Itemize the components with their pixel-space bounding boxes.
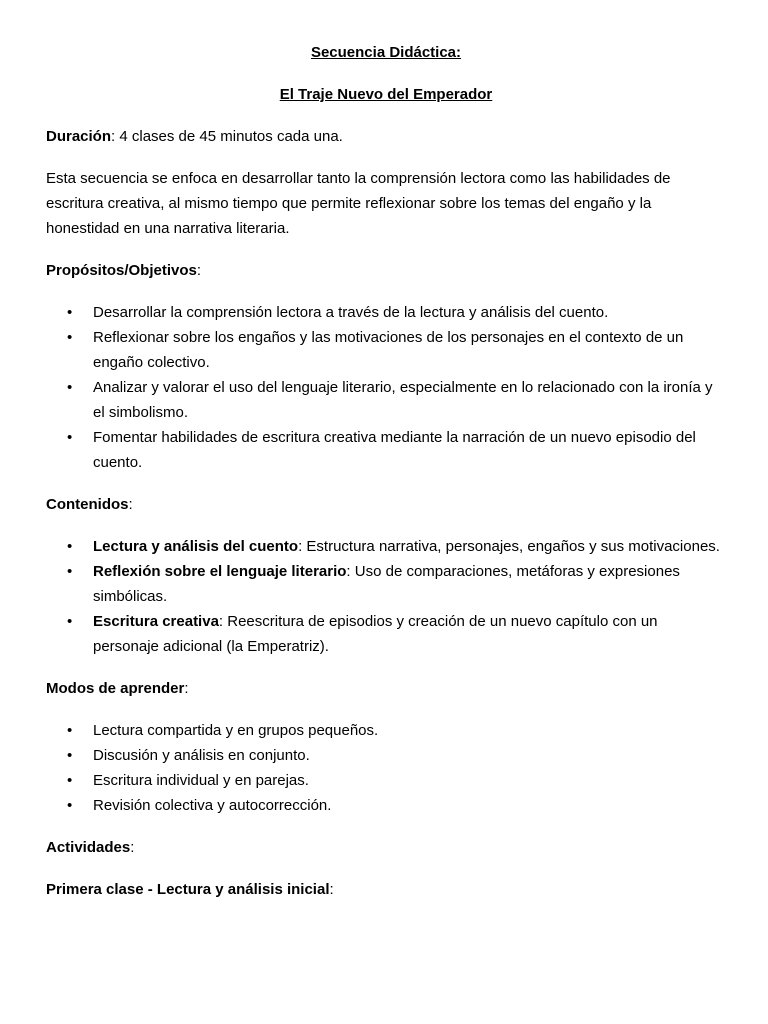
list-item-text: : Estructura narrativa, personajes, engaños y sus motivaciones. bbox=[298, 538, 720, 555]
list-item: • Escritura individual y en parejas. bbox=[46, 768, 726, 793]
list-item: • Desarrollar la comprensión lectora a través de la lectura y análisis del cuento. bbox=[46, 300, 726, 325]
list-item bbox=[46, 609, 726, 659]
document-title: Secuencia Didáctica: bbox=[310, 44, 462, 61]
propositos-colon: : bbox=[196, 262, 202, 279]
list-item bbox=[46, 534, 726, 559]
list-item-bold: Escritura creativa bbox=[93, 613, 219, 630]
duracion-text: : 4 clases de 45 minutos cada una. bbox=[111, 128, 343, 145]
list-item-text: : Uso de comparaciones, metáforas y expresiones simbólicas. bbox=[93, 563, 680, 605]
primera-clase-heading bbox=[46, 877, 726, 902]
duracion-label: Duración bbox=[46, 128, 112, 145]
actividades-heading bbox=[46, 835, 726, 860]
primera-clase-colon: : bbox=[329, 881, 334, 898]
list-item-bold: Lectura y análisis del cuento bbox=[93, 538, 299, 555]
list-item: • Discusión y análisis en conjunto. bbox=[46, 743, 726, 768]
list-item: • Fomentar habilidades de escritura creativa mediante la narración de un nuevo episodio del cuento. bbox=[46, 425, 726, 475]
list-item: • Lectura compartida y en grupos pequeños. bbox=[46, 718, 726, 743]
actividades-label: Actividades bbox=[46, 839, 131, 856]
document-content bbox=[46, 40, 726, 902]
modos-label: Modos de aprender bbox=[46, 680, 185, 697]
modos-list bbox=[46, 718, 726, 818]
list-item: • Reflexionar sobre los engaños y las motivaciones de los personajes en el contexto de un engaño colectivo. bbox=[46, 325, 726, 375]
propositos-label: Propósitos/Objetivos bbox=[46, 262, 197, 279]
propositos-heading bbox=[46, 258, 726, 283]
contenidos-colon: : bbox=[128, 496, 133, 513]
list-item bbox=[46, 559, 726, 609]
modos-colon: : bbox=[184, 680, 189, 697]
duracion-paragraph bbox=[46, 124, 726, 149]
contenidos-heading bbox=[46, 492, 726, 517]
list-item: • Analizar y valorar el uso del lenguaje literario, especialmente en lo relacionado con la ironía y el simbolismo. bbox=[46, 375, 726, 425]
list-item-text: : Reescritura de episodios y creación de un nuevo capítulo con un personaje adicional (la Emperatriz). bbox=[93, 613, 658, 655]
document-subtitle: El Traje Nuevo del Emperador bbox=[279, 86, 493, 103]
modos-heading bbox=[46, 676, 726, 701]
contenidos-label: Contenidos bbox=[46, 496, 129, 513]
list-item-bold: Reflexión sobre el lenguaje literario bbox=[93, 563, 347, 580]
primera-clase-label: Primera clase - Lectura y análisis inicial bbox=[46, 881, 330, 898]
actividades-colon: : bbox=[130, 839, 135, 856]
intro-paragraph: Esta secuencia se enfoca en desarrollar tanto la comprensión lectora como las habilidades de escritura creativa, al mismo tiempo que permite reflexionar sobre los temas del engaño y la honestidad en una narrativa literaria. bbox=[46, 170, 671, 237]
list-item: • Revisión colectiva y autocorrección. bbox=[46, 793, 726, 818]
contenidos-list bbox=[46, 534, 726, 659]
propositos-list bbox=[46, 300, 726, 475]
